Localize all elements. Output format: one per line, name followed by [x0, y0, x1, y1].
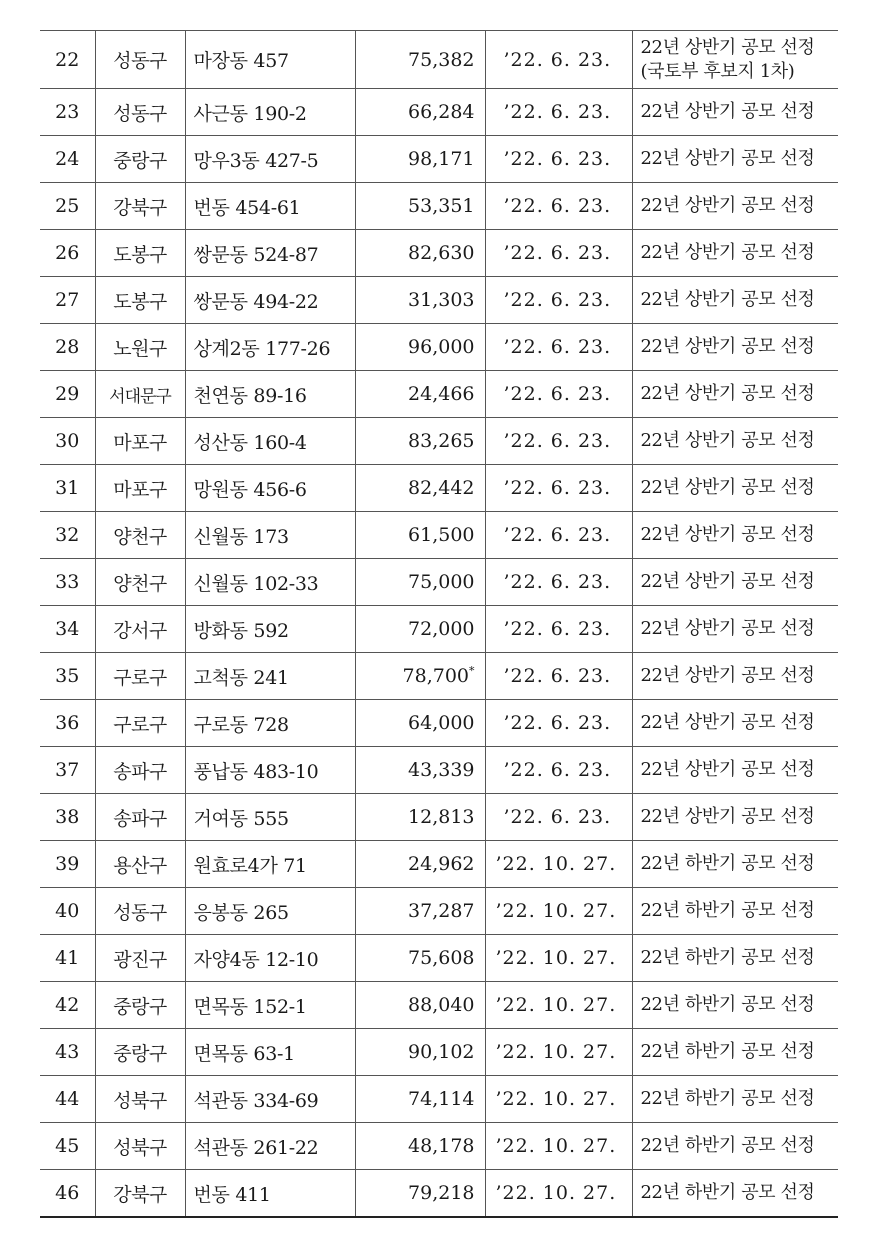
document-page [40, 30, 838, 1218]
selection-date-cell: ’22. 6. 23. [485, 465, 632, 512]
address-cell: 쌍문동 524-87 [185, 230, 355, 277]
note-text: 22년 상반기 공모 선정 [640, 195, 815, 216]
district-cell: 중랑구 [95, 136, 185, 183]
selection-date-cell: ’22. 6. 23. [485, 653, 632, 700]
row-number-cell: 38 [40, 794, 95, 841]
note-cell [632, 1123, 838, 1170]
note-text: 22년 하반기 공모 선정 [640, 900, 815, 921]
note-cell [632, 794, 838, 841]
address-cell: 풍납동 483-10 [185, 747, 355, 794]
note-text: 22년 하반기 공모 선정 [640, 1041, 815, 1062]
row-number-cell: 24 [40, 136, 95, 183]
area-cell [355, 1123, 485, 1170]
table-row [40, 747, 838, 794]
row-number-cell: 26 [40, 230, 95, 277]
note-cell [632, 1029, 838, 1076]
note-text: 22년 하반기 공모 선정 [640, 994, 815, 1015]
area-value: 24,962 [408, 853, 475, 875]
area-value: 72,000 [408, 618, 475, 640]
note-cell [632, 559, 838, 606]
address-cell: 방화동 592 [185, 606, 355, 653]
address-cell: 고척동 241 [185, 653, 355, 700]
selection-date-cell: ’22. 10. 27. [485, 1029, 632, 1076]
note-cell [632, 1076, 838, 1123]
address-cell: 쌍문동 494-22 [185, 277, 355, 324]
note-text: 22년 상반기 공모 선정 [640, 759, 815, 780]
district-cell: 용산구 [95, 841, 185, 888]
district-cell: 양천구 [95, 512, 185, 559]
area-cell [355, 89, 485, 136]
table-row [40, 277, 838, 324]
selection-date-cell: ’22. 6. 23. [485, 324, 632, 371]
note-cell [632, 841, 838, 888]
note-text: 22년 상반기 공모 선정 [640, 571, 815, 592]
row-number-cell: 27 [40, 277, 95, 324]
district-cell: 서대문구 [95, 371, 185, 418]
selection-date-cell: ’22. 10. 27. [485, 841, 632, 888]
district-cell: 강북구 [95, 1170, 185, 1218]
address-cell: 번동 411 [185, 1170, 355, 1218]
table-row [40, 700, 838, 747]
table-row [40, 982, 838, 1029]
note-text: 22년 상반기 공모 선정 [640, 712, 815, 733]
district-cell: 송파구 [95, 794, 185, 841]
table-row [40, 89, 838, 136]
row-number-cell: 44 [40, 1076, 95, 1123]
selection-date-cell: ’22. 6. 23. [485, 418, 632, 465]
selection-date-cell: ’22. 6. 23. [485, 277, 632, 324]
note-text: 22년 상반기 공모 선정 [640, 618, 815, 639]
table-row [40, 230, 838, 277]
area-value: 75,608 [408, 947, 475, 969]
area-value: 96,000 [408, 336, 475, 358]
row-number-cell: 41 [40, 935, 95, 982]
address-cell: 사근동 190-2 [185, 89, 355, 136]
area-value: 75,000 [408, 571, 475, 593]
table-row [40, 935, 838, 982]
area-cell [355, 1029, 485, 1076]
district-cell: 구로구 [95, 700, 185, 747]
table-row [40, 418, 838, 465]
address-cell: 면목동 152-1 [185, 982, 355, 1029]
note-text: 22년 상반기 공모 선정 [640, 806, 815, 827]
note-text: 22년 상반기 공모 선정 [640, 101, 815, 122]
area-cell [355, 606, 485, 653]
area-value: 78,700 [402, 665, 469, 687]
row-number-cell: 33 [40, 559, 95, 606]
note-text: 22년 상반기 공모 선정 [640, 148, 815, 169]
area-cell [355, 935, 485, 982]
area-value: 66,284 [408, 101, 475, 123]
note-text: 22년 하반기 공모 선정 [640, 1088, 815, 1109]
row-number-cell: 43 [40, 1029, 95, 1076]
area-value: 37,287 [408, 900, 475, 922]
district-cell: 성북구 [95, 1076, 185, 1123]
table-row [40, 1076, 838, 1123]
address-cell: 자양4동 12-10 [185, 935, 355, 982]
area-cell [355, 230, 485, 277]
selection-date-cell: ’22. 6. 23. [485, 136, 632, 183]
note-text: 22년 상반기 공모 선정 [640, 242, 815, 263]
area-cell [355, 559, 485, 606]
selection-date-cell: ’22. 6. 23. [485, 559, 632, 606]
note-text: 22년 상반기 공모 선정 [640, 665, 815, 686]
district-cell: 마포구 [95, 465, 185, 512]
note-text: 22년 하반기 공모 선정 [640, 947, 815, 968]
row-number-cell: 45 [40, 1123, 95, 1170]
row-number-cell: 25 [40, 183, 95, 230]
table-row [40, 841, 838, 888]
area-cell [355, 512, 485, 559]
area-cell [355, 371, 485, 418]
note-cell [632, 653, 838, 700]
table-row [40, 559, 838, 606]
area-cell [355, 841, 485, 888]
table-row [40, 371, 838, 418]
table-row [40, 1029, 838, 1076]
district-cell: 도봉구 [95, 277, 185, 324]
area-value: 98,171 [408, 148, 475, 170]
address-cell: 구로동 728 [185, 700, 355, 747]
district-cell: 성동구 [95, 31, 185, 89]
note-text: 22년 상반기 공모 선정 [640, 383, 815, 404]
area-value: 12,813 [408, 806, 475, 828]
note-text: 22년 하반기 공모 선정 [640, 1135, 815, 1156]
district-cell: 중랑구 [95, 982, 185, 1029]
area-value: 61,500 [408, 524, 475, 546]
area-value: 43,339 [408, 759, 475, 781]
area-value: 90,102 [408, 1041, 475, 1063]
address-cell: 번동 454-61 [185, 183, 355, 230]
note-subtext: (국토부 후보지 1차) [640, 60, 795, 82]
area-cell [355, 653, 485, 700]
selection-date-cell: ’22. 6. 23. [485, 371, 632, 418]
row-number-cell: 28 [40, 324, 95, 371]
selection-date-cell: ’22. 10. 27. [485, 1076, 632, 1123]
row-number-cell: 23 [40, 89, 95, 136]
area-value: 64,000 [408, 712, 475, 734]
area-value: 82,442 [408, 477, 475, 499]
area-cell [355, 183, 485, 230]
table-row [40, 653, 838, 700]
note-text: 22년 상반기 공모 선정 [640, 36, 815, 58]
row-number-cell: 30 [40, 418, 95, 465]
table-body [40, 31, 838, 1218]
note-cell [632, 230, 838, 277]
district-cell: 송파구 [95, 747, 185, 794]
table-row [40, 31, 838, 89]
note-cell [632, 512, 838, 559]
row-number-cell: 42 [40, 982, 95, 1029]
selection-date-cell: ’22. 6. 23. [485, 700, 632, 747]
address-cell: 천연동 89-16 [185, 371, 355, 418]
address-cell: 석관동 334-69 [185, 1076, 355, 1123]
note-cell [632, 183, 838, 230]
table-row [40, 606, 838, 653]
area-cell [355, 324, 485, 371]
selection-date-cell: ’22. 6. 23. [485, 606, 632, 653]
area-cell [355, 700, 485, 747]
row-number-cell: 46 [40, 1170, 95, 1218]
table-row [40, 794, 838, 841]
note-cell [632, 465, 838, 512]
selection-date-cell: ’22. 6. 23. [485, 747, 632, 794]
district-cell: 강북구 [95, 183, 185, 230]
note-cell [632, 606, 838, 653]
address-cell: 신월동 102-33 [185, 559, 355, 606]
table-row [40, 888, 838, 935]
area-value: 24,466 [408, 383, 475, 405]
note-text: 22년 상반기 공모 선정 [640, 430, 815, 451]
address-cell: 원효로4가 71 [185, 841, 355, 888]
district-cell: 성동구 [95, 89, 185, 136]
note-cell [632, 371, 838, 418]
note-cell [632, 89, 838, 136]
row-number-cell: 35 [40, 653, 95, 700]
selection-date-cell: ’22. 6. 23. [485, 512, 632, 559]
area-cell [355, 747, 485, 794]
selection-date-cell: ’22. 10. 27. [485, 888, 632, 935]
address-cell: 면목동 63-1 [185, 1029, 355, 1076]
address-cell: 마장동 457 [185, 31, 355, 89]
row-number-cell: 22 [40, 31, 95, 89]
area-cell [355, 794, 485, 841]
area-value: 88,040 [408, 994, 475, 1016]
note-cell [632, 747, 838, 794]
area-cell [355, 136, 485, 183]
address-cell: 상계2동 177-26 [185, 324, 355, 371]
area-value: 74,114 [408, 1088, 475, 1110]
note-cell [632, 1170, 838, 1218]
row-number-cell: 31 [40, 465, 95, 512]
address-cell: 신월동 173 [185, 512, 355, 559]
site-list-table [40, 30, 838, 1218]
area-cell [355, 982, 485, 1029]
area-value: 79,218 [408, 1182, 475, 1204]
area-cell [355, 31, 485, 89]
note-cell [632, 277, 838, 324]
district-cell: 성북구 [95, 1123, 185, 1170]
table-row [40, 136, 838, 183]
address-cell: 망원동 456-6 [185, 465, 355, 512]
area-value: 31,303 [408, 289, 475, 311]
selection-date-cell: ’22. 10. 27. [485, 935, 632, 982]
area-cell [355, 418, 485, 465]
address-cell: 망우3동 427-5 [185, 136, 355, 183]
address-cell: 거여동 555 [185, 794, 355, 841]
area-value: 48,178 [408, 1135, 475, 1157]
area-cell [355, 1076, 485, 1123]
table-row [40, 1170, 838, 1218]
note-cell [632, 888, 838, 935]
row-number-cell: 39 [40, 841, 95, 888]
note-text: 22년 상반기 공모 선정 [640, 524, 815, 545]
area-cell [355, 277, 485, 324]
table-row [40, 512, 838, 559]
address-cell: 석관동 261-22 [185, 1123, 355, 1170]
row-number-cell: 34 [40, 606, 95, 653]
row-number-cell: 37 [40, 747, 95, 794]
note-cell [632, 935, 838, 982]
note-text: 22년 상반기 공모 선정 [640, 477, 815, 498]
district-cell: 강서구 [95, 606, 185, 653]
selection-date-cell: ’22. 6. 23. [485, 230, 632, 277]
district-cell: 중랑구 [95, 1029, 185, 1076]
table-row [40, 324, 838, 371]
selection-date-cell: ’22. 6. 23. [485, 183, 632, 230]
selection-date-cell: ’22. 6. 23. [485, 31, 632, 89]
area-value: 75,382 [408, 48, 475, 71]
table-row [40, 1123, 838, 1170]
note-cell [632, 324, 838, 371]
selection-date-cell: ’22. 10. 27. [485, 1123, 632, 1170]
area-value: 53,351 [408, 195, 475, 217]
address-cell: 성산동 160-4 [185, 418, 355, 465]
area-footnote-mark: * [469, 664, 475, 678]
selection-date-cell: ’22. 10. 27. [485, 982, 632, 1029]
table-row [40, 183, 838, 230]
area-cell [355, 888, 485, 935]
district-cell: 양천구 [95, 559, 185, 606]
note-cell [632, 31, 838, 89]
row-number-cell: 36 [40, 700, 95, 747]
selection-date-cell: ’22. 6. 23. [485, 794, 632, 841]
row-number-cell: 32 [40, 512, 95, 559]
address-cell: 응봉동 265 [185, 888, 355, 935]
area-value: 83,265 [408, 430, 475, 452]
note-cell [632, 418, 838, 465]
district-cell: 성동구 [95, 888, 185, 935]
note-cell [632, 982, 838, 1029]
table-row [40, 465, 838, 512]
note-text: 22년 상반기 공모 선정 [640, 289, 815, 310]
row-number-cell: 40 [40, 888, 95, 935]
district-cell: 마포구 [95, 418, 185, 465]
selection-date-cell: ’22. 10. 27. [485, 1170, 632, 1218]
note-text: 22년 상반기 공모 선정 [640, 336, 815, 357]
selection-date-cell: ’22. 6. 23. [485, 89, 632, 136]
area-cell [355, 465, 485, 512]
district-cell: 도봉구 [95, 230, 185, 277]
note-cell [632, 136, 838, 183]
area-cell [355, 1170, 485, 1218]
district-cell: 광진구 [95, 935, 185, 982]
row-number-cell: 29 [40, 371, 95, 418]
district-cell: 구로구 [95, 653, 185, 700]
note-text: 22년 하반기 공모 선정 [640, 853, 815, 874]
area-value: 82,630 [408, 242, 475, 264]
district-cell: 노원구 [95, 324, 185, 371]
note-cell [632, 700, 838, 747]
note-text: 22년 하반기 공모 선정 [640, 1182, 815, 1203]
